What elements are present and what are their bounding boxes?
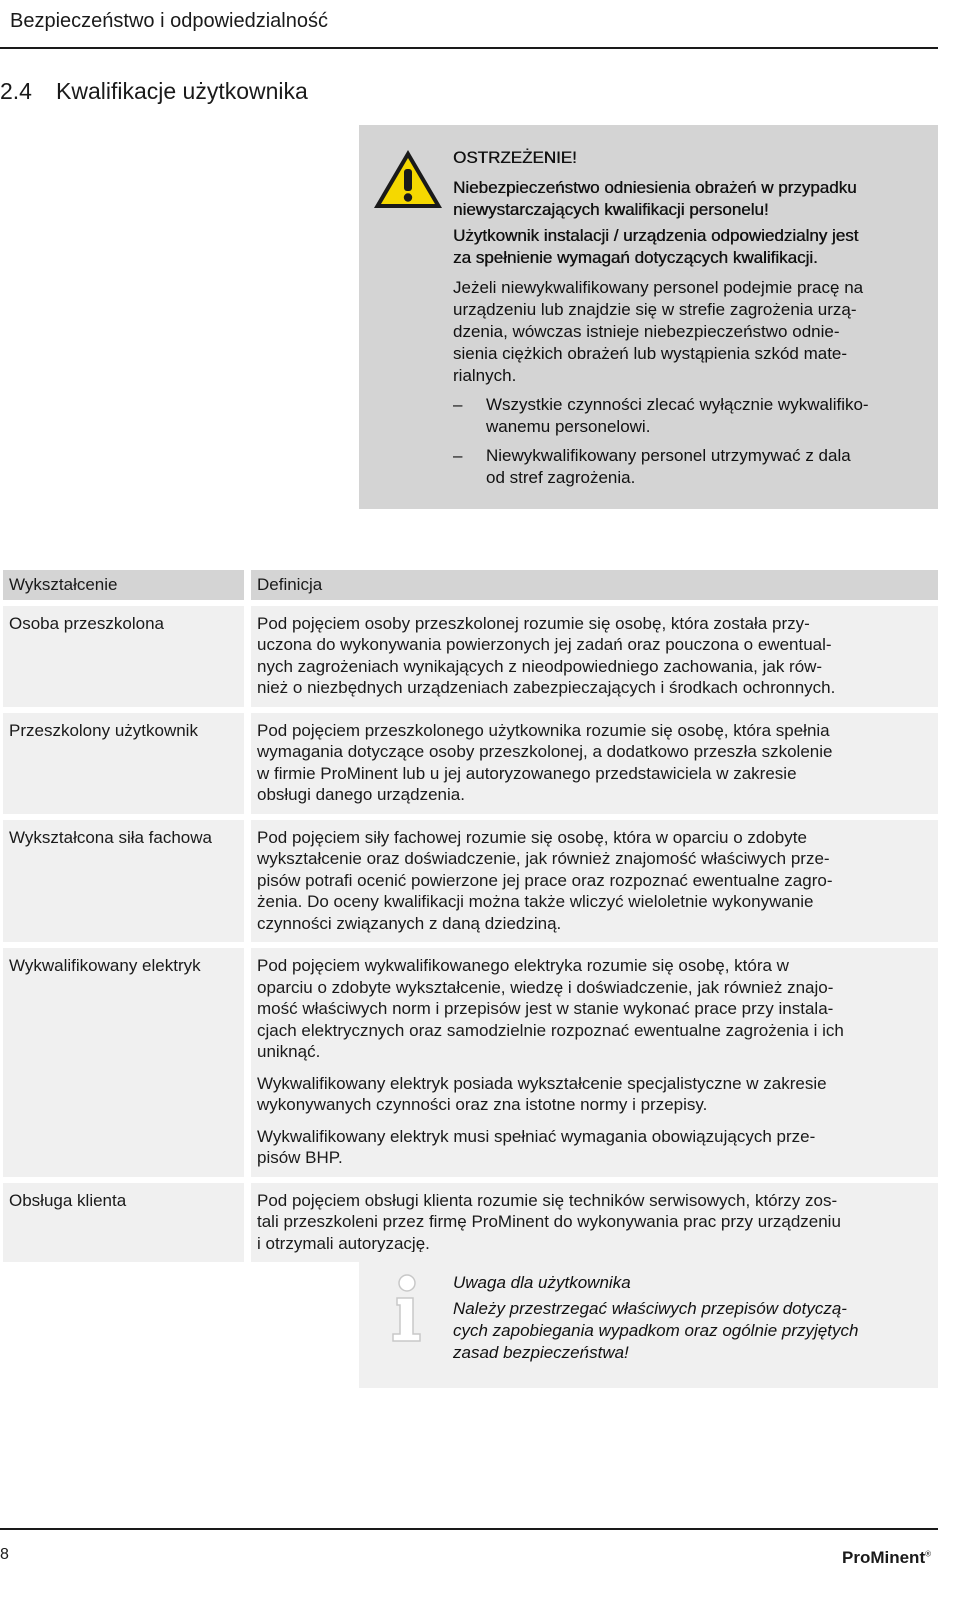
definition-line: Pod pojęciem wykwalifikowanego elektryka rozumie się osobę, która w — [257, 956, 789, 975]
definition-paragraph — [257, 827, 930, 935]
definition-line: żenia. Do oceny kwalifikacji można także wliczyć wieloletnie wykonywanie — [257, 892, 814, 911]
warning-bold-line: niewystarczających kwalifikacji personelu! — [453, 200, 769, 219]
definition-line: pisów potrafi ocenić powierzone jej prace oraz rozpoznać ewentualne zagro- — [257, 870, 833, 890]
section-title: Kwalifikacje użytkownika — [56, 78, 308, 104]
term-cell: Osoba przeszkolona — [3, 606, 244, 707]
definition-line: Pod pojęciem przeszkolonego użytkownika rozumie się osobę, która spełnia — [257, 720, 830, 740]
registered-mark: ® — [925, 1549, 932, 1559]
definition-cell — [251, 713, 938, 814]
prominent-logo — [842, 1548, 931, 1568]
info-box — [359, 1252, 938, 1388]
table-row — [3, 1183, 938, 1263]
definition-line: Wykwalifikowany elektryk posiada wykształcenie specjalistyczne w zakresie — [257, 1073, 827, 1093]
warning-bullet-line: Wszystkie czynności zlecać wyłącznie wykwalifiko- — [486, 395, 869, 414]
info-text — [453, 1272, 923, 1364]
term-cell: Obsługa klienta — [3, 1183, 244, 1263]
definition-line: Wykwalifikowany elektryk musi spełniać wymagania obowiązujących prze- — [257, 1126, 816, 1146]
definition-cell — [251, 820, 938, 943]
table-row — [3, 606, 938, 707]
info-icon — [387, 1274, 427, 1344]
section-number: 2.4 — [0, 78, 32, 104]
warning-bold-line: za spełnienie wymagań dotyczących kwalifikacji. — [453, 248, 818, 267]
definition-line: Pod pojęciem osoby przeszkolonej rozumie się osobę, która została przy- — [257, 613, 810, 633]
warning-body-line: dzenia, wówczas istnieje niebezpieczeństwo odnie- — [453, 322, 840, 341]
warning-box — [359, 125, 938, 509]
logo-text: ProMinent — [842, 1548, 926, 1567]
bullet-dash: – — [453, 395, 463, 414]
warning-body-line: Jeżeli niewykwalifikowany personel podejmie pracę na — [453, 278, 864, 297]
definition-line: nież o niezbędnych urządzeniach zabezpieczających i środkach ochronnych. — [257, 678, 836, 697]
definition-line: w firmie ProMinent lub u jej autoryzowanego przedstawiciela w zakresie — [257, 763, 797, 783]
definition-line: nych zagrożeniach wynikających z nieodpowiedniego zachowania, jak rów- — [257, 656, 823, 676]
definition-line: Pod pojęciem obsługi klienta rozumie się techników serwisowych, którzy zos- — [257, 1190, 838, 1210]
term-cell: Wykształcona siła fachowa — [3, 820, 244, 943]
section-heading — [0, 78, 308, 105]
table-body — [3, 606, 938, 1263]
definition-line: uczona do wykonywania powierzonych jej zadań oraz pouczona o ewentual- — [257, 635, 832, 654]
warning-triangle-icon — [371, 147, 445, 211]
warning-body — [453, 277, 925, 387]
definition-paragraph — [257, 1190, 930, 1255]
definition-line: wykonywanych czynności oraz zna istotne normy i przepisy. — [257, 1095, 708, 1114]
bullet-dash: – — [453, 446, 463, 465]
definition-line: uniknąć. — [257, 1042, 321, 1061]
term-cell: Wykwalifikowany elektryk — [3, 948, 244, 1177]
definition-line: tali przeszkoleni przez firmę ProMinent do wykonywania prac przy urządzeniu — [257, 1212, 841, 1231]
column-header-definition: Definicja — [251, 570, 938, 600]
definition-line: Pod pojęciem siły fachowej rozumie się osobę, która w oparciu o zdobyte — [257, 827, 807, 847]
warning-body-line: urządzeniu lub znajdzie się w strefie zagrożenia urzą- — [453, 300, 857, 319]
definition-paragraph — [257, 955, 930, 1063]
definition-line: wymagania dotyczące osoby przeszkolonej, a dodatkowo przeszła szkolenie — [257, 742, 833, 761]
running-header: Bezpieczeństwo i odpowiedzialność — [10, 10, 328, 32]
table-row — [3, 948, 938, 1177]
warning-bold-line: Użytkownik instalacji / urządzenia odpowiedzialny jest — [453, 226, 859, 245]
definition-cell — [251, 948, 938, 1177]
info-line: Należy przestrzegać właściwych przepisów dotyczą- — [453, 1299, 847, 1318]
qualification-table — [3, 570, 938, 1268]
warning-bullet — [453, 445, 925, 489]
info-title: Uwaga dla użytkownika — [453, 1273, 631, 1292]
definition-line: pisów BHP. — [257, 1148, 343, 1167]
column-header-education: Wykształcenie — [3, 570, 244, 600]
definition-cell — [251, 606, 938, 707]
definition-line: mość właściwych norm i przepisów jest w stanie wykonać prace przy instala- — [257, 999, 834, 1018]
definition-line: cjach elektrycznych oraz samodzielnie rozpoznać ewentualne zagrożenia i ich — [257, 1020, 844, 1040]
info-line: cych zapobiegania wypadkom oraz ogólnie przyjętych — [453, 1321, 859, 1340]
definition-cell — [251, 1183, 938, 1263]
warning-bold-line: Niebezpieczeństwo odniesienia obrażeń w przypadku — [453, 178, 857, 197]
definition-line: czynności związanych z daną dziedziną. — [257, 913, 562, 933]
warning-bullet-line: wanemu personelowi. — [486, 417, 651, 436]
table-header-row — [3, 570, 938, 600]
warning-bullet-line: Niewykwalifikowany personel utrzymywać z dala — [486, 446, 851, 465]
warning-title: OSTRZEŻENIE! — [453, 148, 577, 167]
definition-line: oparciu o zdobyte wykształcenie, wiedzę i doświadczenie, jak również znajo- — [257, 977, 834, 997]
warning-bullet — [453, 394, 925, 438]
page-number: 8 — [0, 1546, 9, 1563]
table-row — [3, 820, 938, 943]
term-cell: Przeszkolony użytkownik — [3, 713, 244, 814]
table-row — [3, 713, 938, 814]
info-line: zasad bezpieczeństwa! — [453, 1343, 629, 1362]
definition-paragraph — [257, 1073, 930, 1116]
footer-rule — [0, 1528, 938, 1530]
definition-line: wykształcenie oraz doświadczenie, jak również znajomość właściwych prze- — [257, 849, 830, 868]
header-rule — [0, 47, 938, 49]
warning-body-line: rialnych. — [453, 366, 517, 385]
warning-text — [453, 147, 925, 489]
definition-line: i otrzymali autoryzację. — [257, 1233, 430, 1253]
definition-line: obsługi danego urządzenia. — [257, 785, 465, 804]
definition-paragraph — [257, 720, 930, 806]
definition-paragraph — [257, 1126, 930, 1169]
definition-paragraph — [257, 613, 930, 699]
warning-bullet-line: od stref zagrożenia. — [486, 468, 636, 487]
warning-body-line: sienia ciężkich obrażeń lub wystąpienia szkód mate- — [453, 344, 848, 363]
